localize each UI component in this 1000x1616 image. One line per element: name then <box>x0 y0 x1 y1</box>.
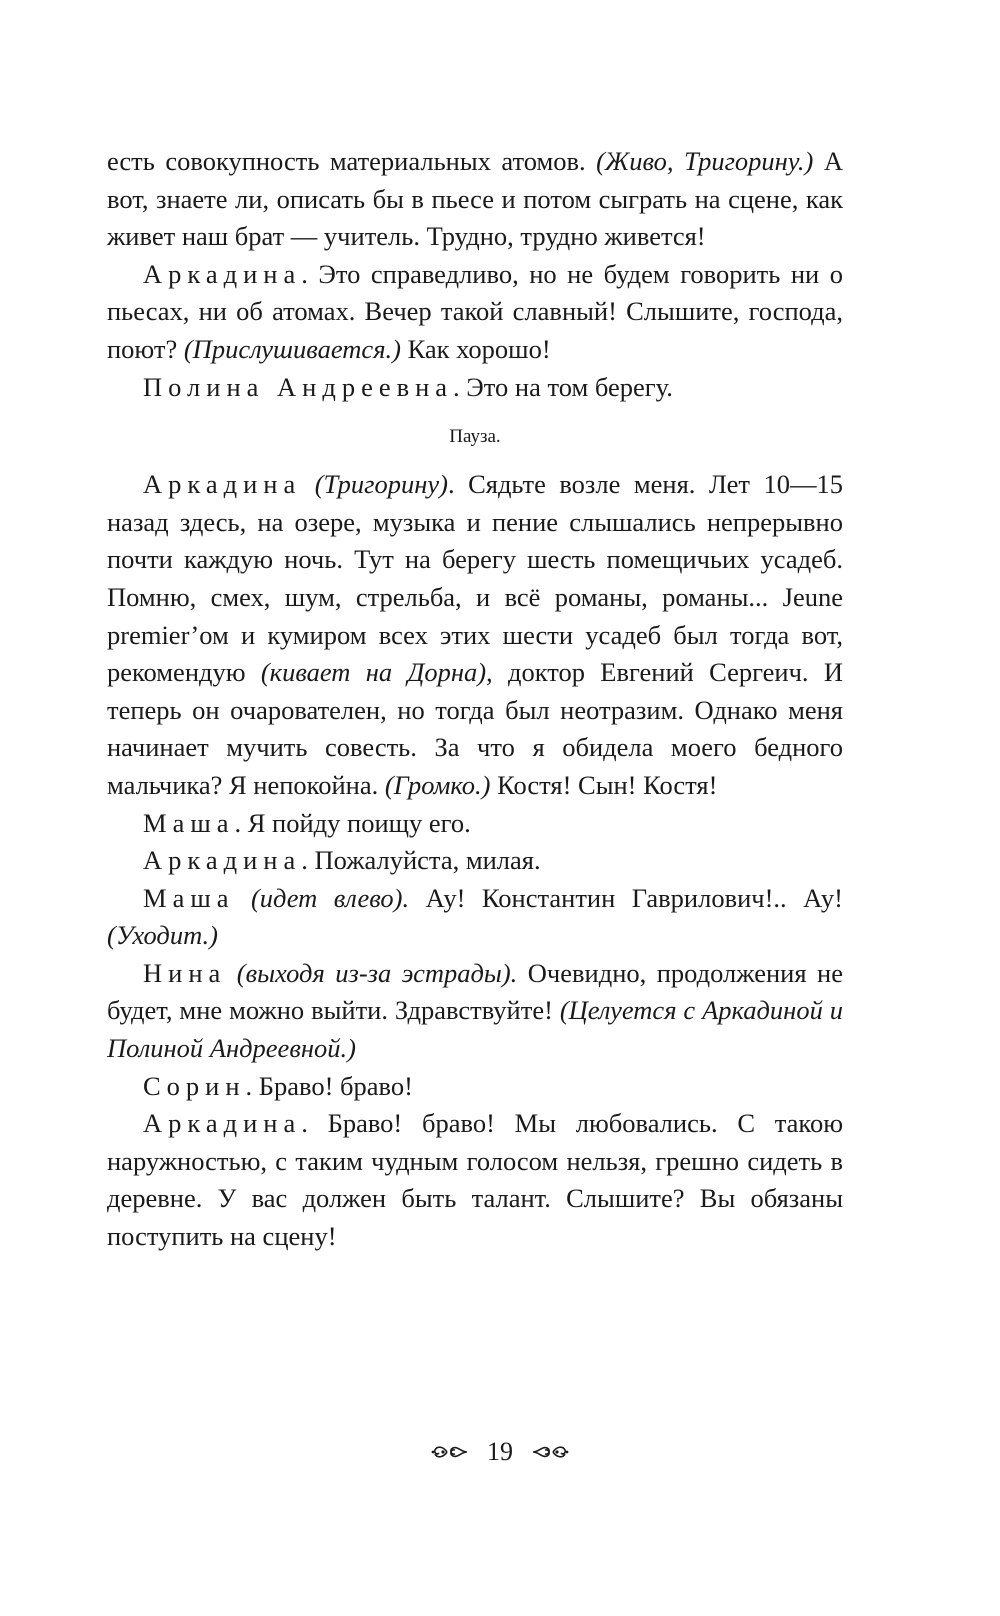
paragraph <box>107 1068 843 1106</box>
speech-text: Ау! Константин Гаврилович!.. Ау! <box>409 882 844 913</box>
paragraph <box>107 256 843 369</box>
page-number: 19 <box>487 1437 513 1466</box>
speech-text: Костя! Сын! Костя! <box>490 769 718 800</box>
speaker-name: Маша <box>143 807 235 838</box>
play-text <box>107 143 843 1256</box>
paragraph <box>107 466 843 804</box>
speech-text: . Это справедливо, но не будем говорить ни о пьесах, ни об атомах. Вечер такой славный! Слышите, господа, поют? <box>107 258 843 364</box>
speech-text: Очевидно, продолжения не будет, мне можно выйти. Здравствуйте! <box>107 957 843 1026</box>
speech-text: . Браво! браво! Мы любовались. С такою наружностью, с таким чудным голосом нельзя, грешно сидеть в деревне. У вас должен быть талант. Слышите? Вы обязаны поступить на сцену! <box>107 1108 843 1252</box>
pause-direction: Пауза. <box>449 426 501 448</box>
speech-text: . Сядьте возле меня. Лет 10—15 назад здесь, на озере, музыка и пение слышались непрерывно почти каждую ночь. Тут на берегу шесть помещичьих усадеб. Помню, смех, шум, стрельба, и всё романы, романы... Jeune premier’ом и кумиром всех этих шести усадеб был тогда вот, рекомендую <box>107 469 844 688</box>
paragraph <box>107 805 843 843</box>
stage-direction: (Тригорину) <box>314 469 448 500</box>
paragraph <box>107 1105 843 1255</box>
stage-direction: (Громко.) <box>384 769 491 800</box>
speaker-name: Полина Андреевна <box>143 371 454 402</box>
speaker-name: Аркадина <box>143 1108 302 1139</box>
stage-direction: (идет влево). <box>250 882 410 913</box>
stage-direction: (Целуется с Аркадиной и Полиной Андреевной.) <box>107 995 844 1064</box>
speech-text: . Браво! браво! <box>245 1070 413 1101</box>
right-flourish-icon <box>531 1441 569 1463</box>
left-flourish-icon <box>431 1441 469 1463</box>
paragraph <box>107 880 843 955</box>
speech-text: . Это на том берегу. <box>453 371 673 402</box>
paragraph <box>107 369 843 407</box>
paragraph <box>107 955 843 1068</box>
paragraph <box>107 842 843 880</box>
speech-text: доктор Евгений Сергеич. И теперь он очарователен, но тогда был неотразим. Однако меня начинает мучить совесть. За что я обидела моего бедного мальчика? Я непокойна. <box>107 657 843 800</box>
speaker-name: Аркадина <box>143 258 302 289</box>
speech-text <box>301 469 315 499</box>
stage-direction: (кивает на Дорна), <box>260 657 493 688</box>
speaker-name: Маша <box>143 882 235 913</box>
speech-text: А вот, знаете ли, описать бы в пьесе и потом сыграть на сцене, как живет наш брат — учитель. Трудно, трудно живется! <box>107 146 844 252</box>
speaker-name: Сорин <box>143 1070 246 1101</box>
speaker-name: Аркадина <box>143 469 302 500</box>
paragraph <box>107 143 843 256</box>
speech-text: . Пожалуйста, милая. <box>301 845 541 876</box>
page-footer <box>0 1432 1000 1472</box>
stage-direction: (Прислушивается.) <box>183 333 401 364</box>
speech-text <box>226 958 237 988</box>
stage-direction: (Уходит.) <box>107 920 218 951</box>
speech-text: Как хорошо! <box>400 333 551 364</box>
speech-text <box>235 883 251 913</box>
stage-direction: (Живо, Тригорину.) <box>596 146 814 176</box>
speaker-name: Аркадина <box>143 845 302 876</box>
stage-direction: (выходя из-за эстрады). <box>236 957 518 988</box>
speaker-name: Нина <box>143 957 227 988</box>
speech-text: есть совокупность материальных атомов. <box>107 146 597 176</box>
speech-text: . Я пойду поищу его. <box>234 807 471 838</box>
